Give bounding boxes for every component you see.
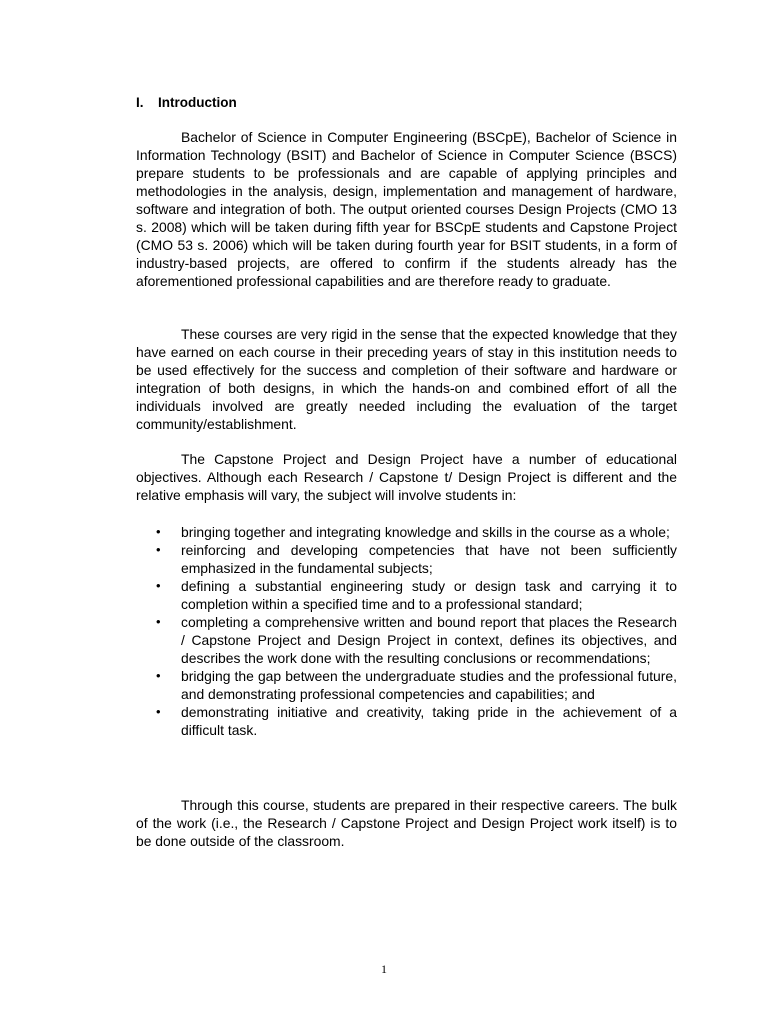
bullet-icon: • <box>156 614 161 629</box>
list-item-text: bridging the gap between the undergraduate studies and the professional future, and demonstrating professional competencies and capabilities; and <box>181 668 677 702</box>
bullet-icon: • <box>156 524 161 539</box>
paragraph-1 <box>136 128 677 290</box>
bullet-icon: • <box>156 704 161 719</box>
list-item-text: demonstrating initiative and creativity, taking pride in the achievement of a difficult task. <box>181 704 677 738</box>
list-item <box>136 613 677 667</box>
list-item <box>136 541 677 577</box>
bullet-icon: • <box>156 668 161 683</box>
section-heading <box>136 94 237 111</box>
list-item-text: defining a substantial engineering study or design task and carrying it to completion within a specified time and to a professional standard; <box>181 578 677 612</box>
paragraph-4 <box>136 796 677 850</box>
section-title: Introduction <box>158 95 237 110</box>
bullet-icon: • <box>156 542 161 557</box>
list-item-text: bringing together and integrating knowledge and skills in the course as a whole; <box>181 524 670 540</box>
paragraph-text: Through this course, students are prepared in their respective careers. The bulk of the work (i.e., the Research / Capstone Project and Design Project work itself) is to be done outside of the classroom. <box>136 797 677 849</box>
list-item <box>136 523 677 541</box>
paragraph-text: These courses are very rigid in the sense that the expected knowledge that they have earned on each course in their preceding years of stay in this institution needs to be used effectively for the success and completion of their software and hardware or integration of both designs, in which the hands-on and combined effort of all the individuals involved are greatly needed including the evaluation of the target community/establishment. <box>136 326 677 432</box>
list-item-text: completing a comprehensive written and bound report that places the Research / Capstone Project and Design Project in context, defines its objectives, and describes the work done with the resulting conclusions or recommendations; <box>181 614 677 666</box>
objectives-list <box>136 523 677 739</box>
page-number: 1 <box>381 962 387 976</box>
bullet-icon: • <box>156 578 161 593</box>
paragraph-text: Bachelor of Science in Computer Engineering (BSCpE), Bachelor of Science in Information Technology (BSIT) and Bachelor of Science in Computer Science (BSCS) prepare students to be professionals and are capable of applying principles and methodologies in the analysis, design, implementation and management of hardware, software and integration of both. The output oriented courses Design Projects (CMO 13 s. 2008) which will be taken during fifth year for BSCpE students and Capstone Project (CMO 53 s. 2006) which will be taken during fourth year for BSIT students, in a form of industry-based projects, are offered to confirm if the students already has the aforementioned professional capabilities and are therefore ready to graduate. <box>136 129 677 289</box>
list-item <box>136 703 677 739</box>
section-number: I. <box>136 95 144 110</box>
paragraph-2 <box>136 325 677 433</box>
list-item <box>136 577 677 613</box>
paragraph-3 <box>136 450 677 504</box>
paragraph-text: The Capstone Project and Design Project have a number of educational objectives. Although each Research / Capstone t/ Design Project is different and the relative emphasis will vary, the subject will involve students in: <box>136 451 677 503</box>
list-item-text: reinforcing and developing competencies that have not been sufficiently emphasized in the fundamental subjects; <box>181 542 677 576</box>
list-item <box>136 667 677 703</box>
